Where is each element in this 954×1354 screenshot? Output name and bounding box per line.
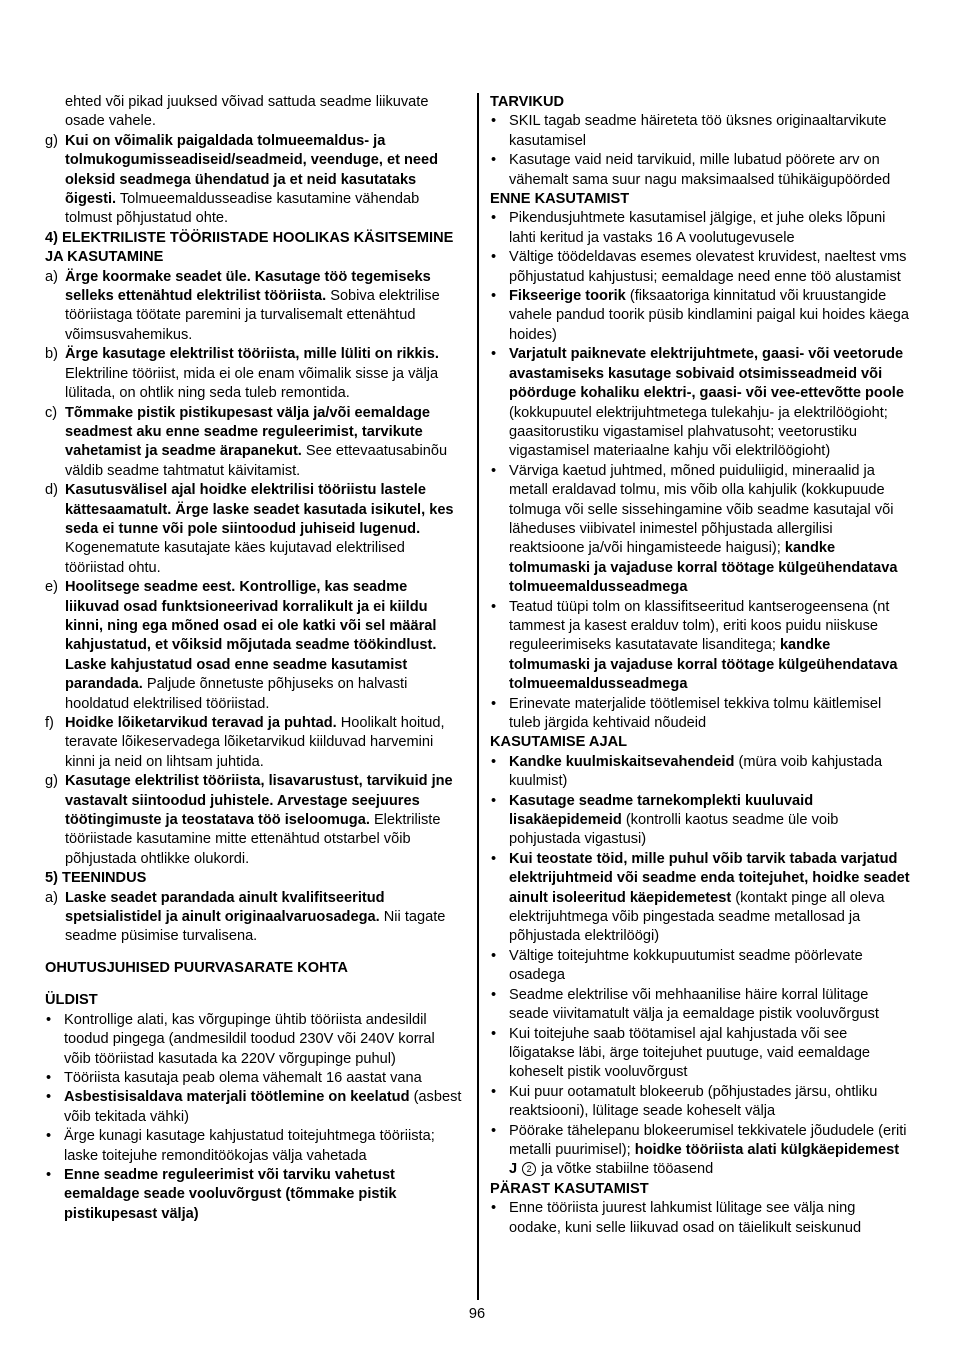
- item-text: Kontrollige alati, kas võrgupinge ühtib tööriista andesildil toodud pingega (andmesildil toodud 230V või 240V korral võib tööriistad kasutada ka 220V võrgupinge puhul): [64, 1011, 435, 1067]
- list-item-a5: [45, 889, 465, 947]
- item-text: Paljude õnnetuste põhjuseks on halvasti hooldatud elektrilised tööriistad.: [65, 676, 408, 712]
- list-item: [45, 1011, 465, 1069]
- left-column: [45, 93, 465, 1224]
- section-heading-5: 5) TEENINDUS: [45, 870, 147, 887]
- item-text: Ärge kunagi kasutage kahjustatud toitejuhtmega tööriista; laske toitejuhe remonditöökojas välja vahetada: [64, 1128, 435, 1164]
- item-bold-text: Ärge kasutage elektrilist tööriista, mille lüliti on rikkis.: [65, 346, 439, 363]
- list-item: [45, 1127, 465, 1166]
- item-bold-text: Varjatult paiknevate elektrijuhtmete, gaasi- või veetorude avastamiseks kasutage sobivaid otsimisseadmeid või pöörduge kohaliku elektri-, gaasi- või vee-ettevõtte poole: [509, 346, 904, 402]
- list-item: [490, 850, 910, 947]
- item-bold-text: kandke tolmumaski ja vajaduse korral töötage külgeühendatava tolmueemaldusseadmega: [509, 637, 898, 693]
- bullet-icon: •: [491, 346, 497, 363]
- section-heading-4: 4) ELEKTRILISTE TÖÖRIISTADE HOOLIKAS KÄSITSEMINE JA KASUTAMINE: [45, 229, 454, 266]
- list-item-c: [45, 404, 465, 482]
- item-text: SKIL tagab seadme häireteta töö üksnes originaaltarvikute kasutamisel: [509, 113, 887, 149]
- parast-heading: PÄRAST KASUTAMIST: [490, 1180, 649, 1197]
- item-text: Sobiva elektrilise tööriistaga töötate paremini ja turvalisemalt ettenähtud võimsusvahemikus.: [65, 288, 440, 343]
- item-marker: g): [45, 132, 58, 149]
- item-text: (kontrolli kaotus seadme üle voib pohjustada vigastusi): [509, 812, 839, 848]
- general-heading: ÜLDIST: [45, 992, 98, 1009]
- bullet-icon: •: [491, 249, 497, 266]
- bullet-icon: •: [491, 986, 497, 1003]
- bullet-icon: •: [491, 210, 497, 227]
- item-bold-text: Kasutage elektrilist tööriista, lisavarustust, tarvikuid jne vastavalt siintoodud juhistele. Arvestage seejuures töötingimuste ja teostatava töö iseloomuga.: [65, 773, 453, 829]
- item-bold-text: hoidke tööriista alati külgkäepidemest J: [509, 1141, 900, 1178]
- bullet-icon: •: [46, 1011, 52, 1028]
- bullet-icon: •: [491, 850, 497, 867]
- item-text: Kui toitejuhe saab töötamisel ajal kahjustada või see lõigatakse läbi, ärge toitejuhet puutuge, vaid eemaldage koheselt pistik vooluvõrgust: [509, 1025, 871, 1081]
- item-bold-text: Kui on võimalik paigaldada tolmueemaldus- ja tolmukogumisseadiseid/seadmeid, veenduge, et need oleksid seadmega ühendatud ja et neid kasutataks õigesti.: [65, 132, 439, 208]
- page-number: 96: [468, 1306, 486, 1322]
- list-item: [490, 947, 910, 986]
- item-text: Kui puur ootamatult blokeerub (põhjustades järsu, ohtliku reaktsiooni), lülitage seade koheselt välja: [509, 1083, 878, 1120]
- list-item: [490, 986, 910, 1025]
- item-marker: e): [45, 579, 58, 596]
- item-bold-text: Enne seadme reguleerimist või tarviku vahetust eemaldage seade vooluvõrgust (tõmmake pistik pistikupesast välja): [64, 1166, 397, 1222]
- list-item-a: [45, 268, 465, 346]
- bullet-icon: •: [491, 1083, 497, 1100]
- bullet-icon: •: [491, 113, 497, 130]
- list-item: [490, 462, 910, 598]
- right-column: [490, 93, 910, 1238]
- list-item-g1: [45, 132, 465, 229]
- list-item-g2: [45, 772, 465, 869]
- list-item: [490, 753, 910, 792]
- list-item: [45, 1069, 465, 1088]
- bullet-icon: •: [491, 695, 497, 712]
- item-text: ja võtke stabiilne tööasend: [537, 1161, 714, 1178]
- item-text: (asbest võib tekitada vähki): [64, 1089, 462, 1125]
- item-text: Vältige toitejuhtme kokkupuutumist seadme pöörlevate osadega: [509, 947, 863, 984]
- list-item: [490, 598, 910, 695]
- list-item-e: [45, 578, 465, 714]
- list-item: [490, 112, 910, 151]
- list-item: [490, 695, 910, 734]
- list-item: [490, 209, 910, 248]
- list-item: [490, 1083, 910, 1122]
- item-text: Kasutage vaid neid tarvikuid, mille lubatud pöörete arv on vähemalt sama suur nagu maksimaalsed tühikäigupöörded: [509, 152, 891, 188]
- bullet-icon: •: [491, 753, 497, 770]
- item-marker: b): [45, 346, 58, 363]
- item-text: (kontakt pinge all oleva elektrijuhtmega võib pingestada seadme metallosad ja põhjustada elektrilöögi): [509, 889, 885, 945]
- item-text: Kogenematute kasutajate käes kujutavad elektrilised tööriistad ohtu.: [65, 540, 405, 576]
- list-item: [45, 1088, 465, 1127]
- item-bold-text: Kandke kuulmiskaitsevahendeid: [509, 753, 735, 770]
- list-item-f: [45, 714, 465, 772]
- bullet-icon: •: [491, 598, 497, 615]
- item-text: (müra voib kahjustada kuulmist): [509, 753, 883, 790]
- bullet-icon: •: [491, 152, 497, 169]
- item-marker: g): [45, 773, 58, 790]
- item-text: Seadme elektrilise või mehhaanilise häire korral lülitage seade viivitamatult välja ja eemaldage pistik vooluvõrgust: [509, 986, 879, 1023]
- item-text: Enne tööriista juurest lahkumist lülitage see välja ning oodake, kuni selle liikuvad osad on täielikult seiskunud: [509, 1200, 862, 1236]
- list-item: [490, 1122, 910, 1180]
- bullet-icon: •: [491, 462, 497, 479]
- item-text: Tolmueemaldusseadise kasutamine vähendab tolmust põhjustatud ohte.: [65, 191, 420, 227]
- item-text: Hoolikalt hoitud, teravate lõikeservadega lõiketarvikud kiilduvad harvemini kinni ja neid on lihtsam juhtida.: [65, 715, 445, 770]
- item-marker: d): [45, 482, 58, 499]
- tarvikud-heading: TARVIKUD: [490, 94, 565, 110]
- list-item: [490, 792, 910, 850]
- list-item: [490, 1025, 910, 1083]
- item-text: Vältige töödeldavas esemes olevatest kruvidest, naeltest vms põhjustatud kahjustusi; eemaldage need enne töö alustamist: [509, 249, 907, 285]
- item-bold-text: Kasutusvälisel ajal hoidke elektrilisi tööriistu lastele kättesaamatult. Ärge laske seadet kasutada isikutel, kes seda ei tunne või pole siintoodud juhiseid lugenud.: [65, 482, 454, 537]
- item-text: Erinevate materjalide töötlemisel tekkiva tolmu käitlemisel tuleb järgida kehtivaid nõudeid: [509, 695, 882, 731]
- bullet-icon: •: [46, 1128, 52, 1145]
- item-bold-text: kandke tolmumaski ja vajaduse korral töötage külgeühendatava tolmueemaldusseadmega: [509, 540, 898, 596]
- list-item: [490, 1199, 910, 1238]
- item-bold-text: Fikseerige toorik: [509, 288, 626, 305]
- item-bold-text: Laske seadet parandada ainult kvalifitseeritud spetsialistidel ja ainult originaalvaruosadega.: [65, 889, 385, 926]
- bullet-icon: •: [491, 1200, 497, 1217]
- list-item: [490, 345, 910, 461]
- item-marker: c): [45, 404, 58, 421]
- item-bold-text: Kasutage seadme tarnekomplekti kuuluvaid lisakäepidemeid: [509, 792, 814, 829]
- figure-reference-icon: 2: [522, 1162, 536, 1176]
- bullet-icon: •: [491, 947, 497, 964]
- item-text: Värviga kaetud juhtmed, mõned puiduliigid, mineraalid ja metall eraldavad tolmu, mis võib olla kahjulik (kokkupuude tolmuga või selle sissehingamine võib seadme kasutajal või läheduses viibivatel inimestel põhjustada allergilisi reaktsioone ja/või hingamisteede haigusi);: [509, 462, 894, 557]
- item-bold-text: Hoidke lõiketarvikud teravad ja puhtad.: [65, 715, 337, 731]
- item-marker: a): [45, 268, 58, 285]
- item-text: (fiksaatoriga kinnitatud või kruustangide vahele pandud toorik püsib kindlamini paigal kui hoides käega hoides): [509, 288, 909, 343]
- list-item: [490, 248, 910, 287]
- item-text: Elektriliste tööriistade kasutamine mitte ettenähtud otstarbel võib põhjustada ohtlikke olukordi.: [65, 812, 441, 867]
- item-text: See ettevaatusabinõu väldib seadme tahtmatut käivitamist.: [65, 443, 448, 479]
- safety-heading: OHUTUSJUHISED PUURVASARATE KOHTA: [45, 960, 348, 977]
- list-item-d: [45, 481, 465, 578]
- bullet-icon: •: [491, 792, 497, 809]
- list-item: [490, 151, 910, 190]
- bullet-icon: •: [491, 1025, 497, 1042]
- item-text: Elektriline tööriist, mida ei ole enam võimalik sisse ja välja lülitada, on ohtlik ning seda tuleb remontida.: [65, 365, 439, 402]
- item-text: Nii tagate seadme püsimise turvalisena.: [65, 909, 446, 945]
- bullet-icon: •: [46, 1166, 52, 1183]
- item-marker: f): [45, 715, 54, 731]
- item-marker: a): [45, 889, 58, 906]
- item-text: Pöörake tähelepanu blokeerumisel tekkivatele jõududele (eriti metalli puurimisel);: [509, 1122, 907, 1158]
- item-text: Teatud tüüpi tolm on klassifitseeritud kantserogeensena (nt tammest ja kasest eralduv tolm), eriti koos puidu niiskuse reguleerimiseks kasutatavate lisanditega;: [509, 598, 890, 654]
- bullet-icon: •: [46, 1089, 52, 1106]
- bullet-icon: •: [491, 288, 497, 305]
- column-divider: [477, 93, 479, 1300]
- item-bold-text: Kui teostate töid, mille puhul võib tarvik tabada varjatud elektrijuhtmeid või seadme enda toitejuhet, hoidke seadet ainult isoleeritud käepidemetest: [509, 850, 910, 906]
- item-text: Tööriista kasutaja peab olema vähemalt 16 aastat vana: [64, 1069, 422, 1086]
- intro-text: ehted või pikad juuksed võivad sattuda seadme liikuvate osade vahele.: [65, 94, 429, 130]
- bullet-icon: •: [491, 1122, 497, 1139]
- item-bold-text: Ärge koormake seadet üle. Kasutage töö tegemiseks selleks ettenähtud elektrilist tööriista.: [65, 268, 431, 305]
- item-bold-text: Tõmmake pistik pistikupesast välja ja/või eemaldage seadmest aku enne seadme reguleerimist, tarvikute vahetamist ja seadme ärapanekut.: [65, 404, 431, 460]
- item-bold-text: Asbestisisaldava materjali töötlemine on keelatud: [64, 1089, 410, 1106]
- item-bold-text: Hoolitsege seadme eest. Kontrollige, kas seadme liikuvad osad funktsioneerivad korralikult ja ei kiildu kinni, ning ega mõned osad ei ole katki või sel määral kahjustatud, et võiksid mõjutada seadme töökindlust. Laske kahjustatud osad enne seadme kasutamist parandada.: [65, 579, 437, 693]
- item-text: (kokkupuutel elektrijuhtmetega tulekahju- ja elektrilöögioht; gaasitorustiku vigastamisel plahvatusoht; veetorustiku vigastamisel materiaalne kahju või elektrilöögioht): [509, 404, 888, 460]
- bullet-icon: •: [46, 1069, 52, 1086]
- ajal-heading: KASUTAMISE AJAL: [490, 734, 628, 751]
- list-item: [45, 1166, 465, 1224]
- list-item-b: [45, 345, 465, 403]
- item-text: Pikendusjuhtmete kasutamisel jälgige, et juhe oleks lõpuni lahti keritud ja vastaks 16 A voolutugevusele: [509, 210, 886, 246]
- list-item: [490, 287, 910, 345]
- enne-heading: ENNE KASUTAMIST: [490, 191, 630, 208]
